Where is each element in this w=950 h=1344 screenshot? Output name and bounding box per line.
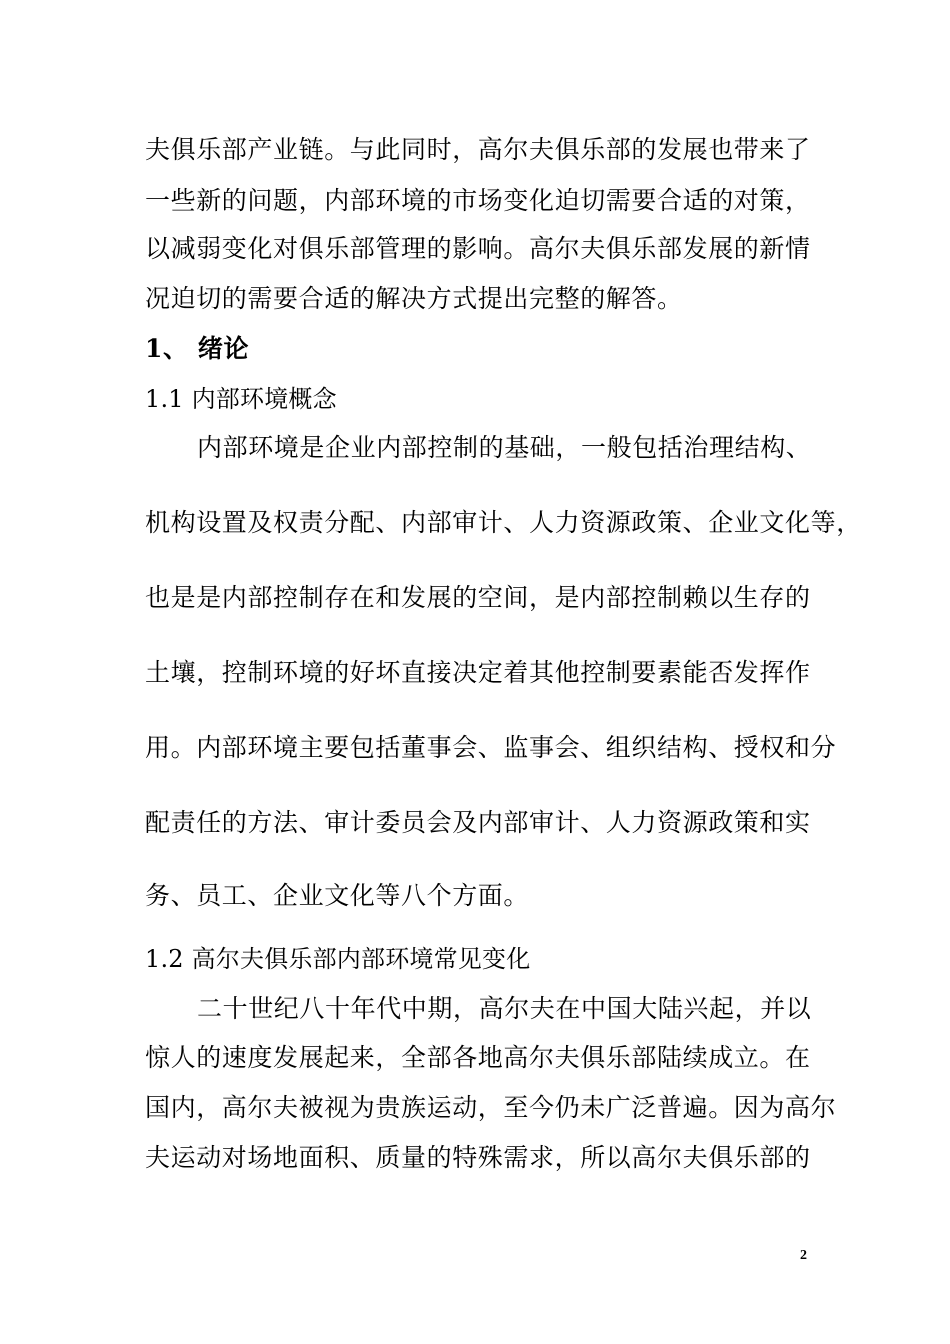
paragraph-line: 一些新的问题，内部环境的市场变化迫切需要合适的对策， xyxy=(145,186,811,215)
paragraph-line: 用。内部环境主要包括董事会、监事会、组织结构、授权和分 xyxy=(145,733,837,762)
paragraph-line: 内部环境是企业内部控制的基础，一般包括治理结构、 xyxy=(197,433,812,462)
paragraph-line: 国内，高尔夫被视为贵族运动，至今仍未广泛普遍。因为高尔 xyxy=(145,1093,837,1122)
paragraph-line: 也是是内部控制存在和发展的空间，是内部控制赖以生存的 xyxy=(145,583,811,612)
subsection-heading: 1.1 内部环境概念 xyxy=(145,385,337,413)
subsection-heading: 1.2 高尔夫俱乐部内部环境常见变化 xyxy=(145,945,531,973)
paragraph-line: 配责任的方法、审计委员会及内部审计、人力资源政策和实 xyxy=(145,808,811,837)
paragraph-line: 务、员工、企业文化等八个方面。 xyxy=(145,881,530,910)
paragraph-line: 土壤，控制环境的好坏直接决定着其他控制要素能否发挥作 xyxy=(145,658,811,687)
paragraph-line: 夫俱乐部产业链。与此同时，高尔夫俱乐部的发展也带来了 xyxy=(145,135,811,164)
page-number: 2 xyxy=(800,1248,807,1263)
paragraph-line: 二十世纪八十年代中期，高尔夫在中国大陆兴起，并以 xyxy=(197,994,812,1023)
paragraph-line: 以减弱变化对俱乐部管理的影响。高尔夫俱乐部发展的新情 xyxy=(145,234,811,263)
section-heading: 1、 绪论 xyxy=(145,334,250,363)
paragraph-line: 机构设置及权责分配、内部审计、人力资源政策、企业文化等， xyxy=(145,508,862,537)
paragraph-line: 况迫切的需要合适的解决方式提出完整的解答。 xyxy=(145,284,683,313)
paragraph-line: 夫运动对场地面积、质量的特殊需求，所以高尔夫俱乐部的 xyxy=(145,1143,811,1172)
paragraph-line: 惊人的速度发展起来，全部各地高尔夫俱乐部陆续成立。在 xyxy=(145,1043,811,1072)
